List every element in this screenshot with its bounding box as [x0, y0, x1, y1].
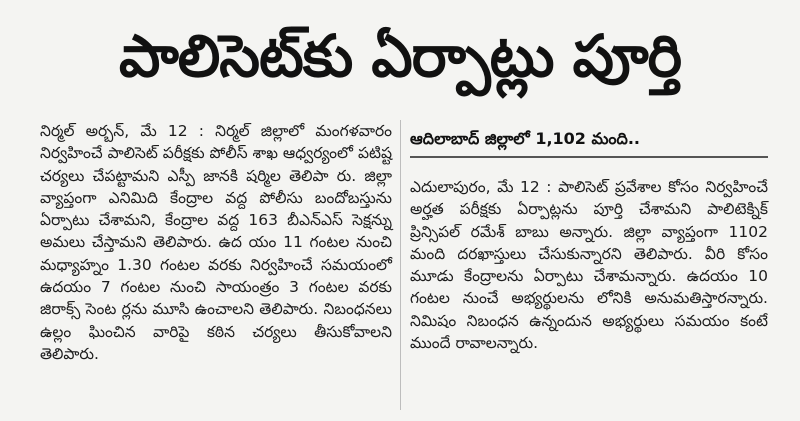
- right-article-body: ఎదులాపురం, మే 12 : పాలిసెట్ ప్రవేశాల కోసం నిర్వహించే అర్హత పరీక్షకు ఏర్పాట్లను పూర్తి చేశామని పాలిటెక్నిక్ ప్రిన్సిపల్ రమేశ్ బాబు అన్నారు. జిల్లా వ్యాప్తంగా 1102 మంది దరఖాస్తులు చేసుకున్నారని తెలిపారు. వీరి కోసం మూడు కేంద్రాలను ఏర్పాటు చేశామన్నారు. ఉదయం 10 గంటల నుంచే అభ్యర్థులను లోనికి అనుమతిస్తారన్నారు. నిమిషం నిబంధన ఉన్నందున అభ్యర్థులు సమయం కంటే ముందే రావాలన్నారు.: [410, 178, 768, 353]
- subheading-box: [410, 124, 768, 158]
- right-article-subheading: ఆదిలాబాద్ జిల్లాలో 1,102 మంది..: [410, 129, 640, 148]
- left-article-body: నిర్మల్ అర్బన్, మే 12 : నిర్మల్ జిల్లాలో మంగళవారం నిర్వహించే పాలిసెట్ పరీక్షకు పోలీస్ శాఖ ఆధ్వర్యంలో పటిష్ట చర్యలు చేపట్టామని ఎస్పీ జానకి షర్మిల తెలిపా రు. జిల్లా వ్యాప్తంగా ఎనిమిది కేంద్రాల వద్ద పోలీసు బందోబస్తును ఏర్పాటు చేశామని, కేంద్రాల వద్ద 163 బీఎన్ఎస్ సెక్షన్ను అమలు చేస్తామని తెలిపారు. ఉద యం 11 గంటల నుంచి మధ్యాహ్నం 1.30 గంటల వరకు నిర్వహించే సమయంలో ఉదయం 7 గంటల నుంచి సాయంత్రం 3 గంటల వరకు జిరాక్స్ సెంట ర్లను మూసి ఉంచాలని తెలిపారు. నిబంధనలు ఉల్లం ఘించిన వారిపై కఠిన చర్యలు తీసుకోవాలని తెలిపారు.: [40, 122, 392, 363]
- column-divider: [400, 120, 401, 410]
- headline: పాలిసెట్‌కు ఏర్పాట్లు పూర్తి: [119, 22, 681, 90]
